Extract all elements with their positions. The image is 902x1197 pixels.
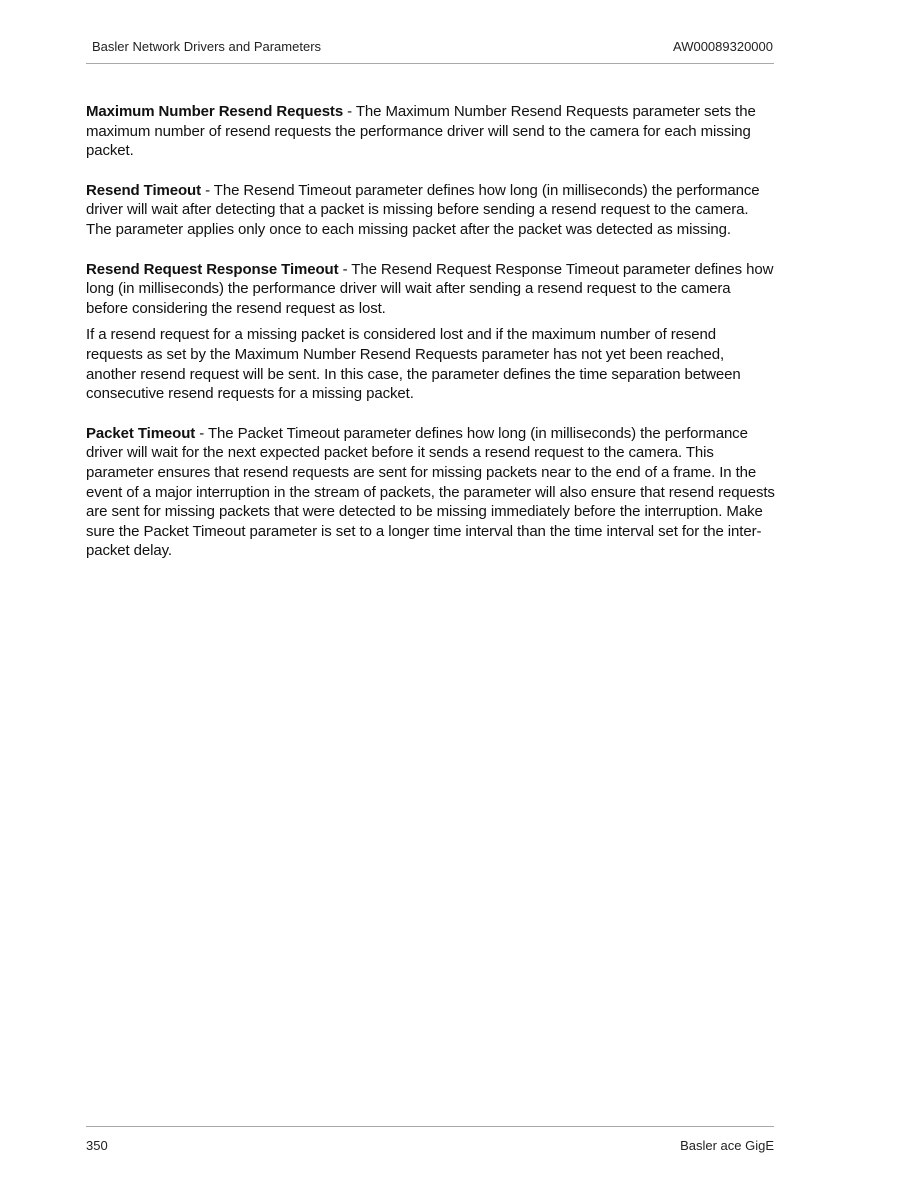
page-footer — [86, 1138, 774, 1158]
term-packet-timeout: Packet Timeout — [86, 424, 196, 442]
header-section-title: Basler Network Drivers and Parameters — [92, 39, 322, 54]
paragraph-resend-request-lost-note: If a resend request for a missing packet is considered lost and if the maximum number of resend requests as set by the Maximum Number Resend Requests parameter has not yet been reached, another resend request will be sent. In this case, the parameter defines the time separation between consecutive resend requests for a missing packet. — [86, 326, 741, 403]
term-max-number-resend-requests: Maximum Number Resend Requests — [86, 103, 344, 120]
definition-packet-timeout: - The Packet Timeout parameter defines how long (in milliseconds) the performance driver will wait for the next expected packet before it sends a resend request to the camera. This parameter ensures that resend requests are sent for missing packets near to the end of a frame. In the event of a major interruption in the stream of packets, the parameter will also ensure that resend requests are sent for missing packets that were detected to be missing immediately before the interruption. Make sure the Packet Timeout parameter is set to a longer time interval than the time interval set for the inter-packet delay. — [86, 424, 775, 560]
paragraph-packet-timeout — [86, 424, 776, 561]
paragraph-resend-request-response-timeout — [86, 260, 776, 319]
paragraph-max-number-resend-requests — [86, 102, 776, 161]
page-body — [86, 102, 776, 561]
header-document-id: AW00089320000 — [673, 39, 773, 54]
page-number: 350 — [86, 1138, 108, 1153]
footer-divider — [86, 1126, 774, 1127]
header-divider — [86, 63, 774, 64]
definition-max-number-resend-requests: - The Maximum Number Resend Requests parameter sets the maximum number of resend requests the performance driver will send to the camera for each missing packet. — [86, 103, 756, 160]
page-header — [88, 37, 773, 57]
footer-product-name: Basler ace GigE — [680, 1138, 774, 1153]
term-resend-request-response-timeout: Resend Request Response Timeout — [86, 260, 339, 278]
definition-resend-request-response-timeout: - The Resend Request Response Timeout parameter defines how long (in milliseconds) the performance driver will wait after sending a resend request to the camera before considering the resend request as lost. — [86, 260, 774, 317]
term-resend-timeout: Resend Timeout — [86, 181, 202, 199]
definition-resend-timeout: - The Resend Timeout parameter defines how long (in milliseconds) the performance driver will wait after detecting that a packet is missing before sending a resend request to the camera. The parameter applies only once to each missing packet after the packet was detected as missing. — [86, 181, 760, 238]
paragraph-resend-timeout — [86, 181, 776, 240]
